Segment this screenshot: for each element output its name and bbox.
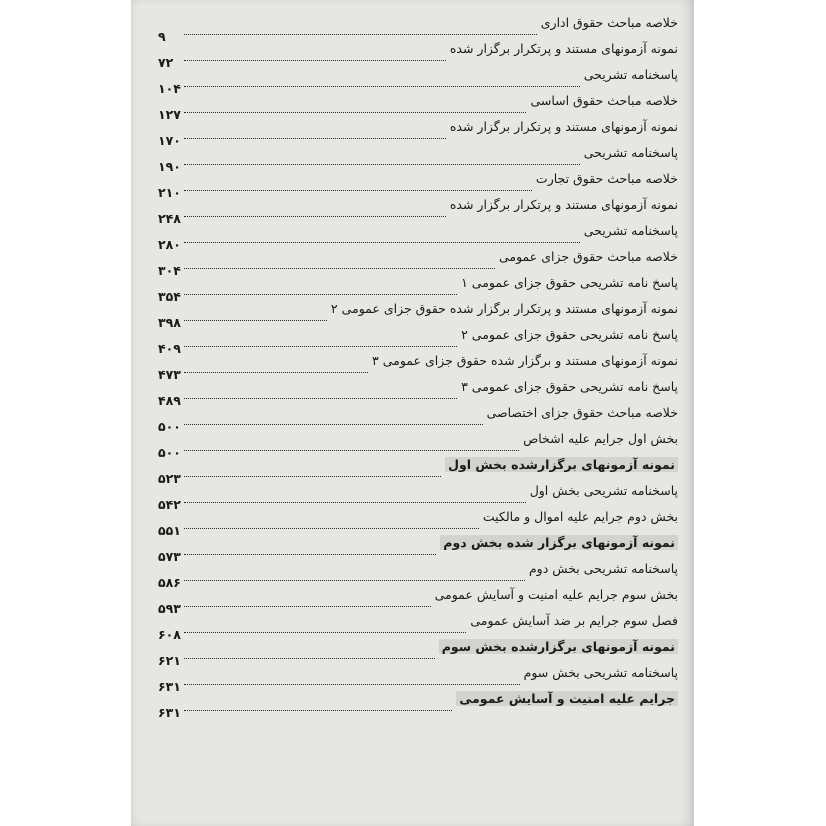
leader-dots [184, 112, 526, 113]
leader-dots [184, 164, 580, 165]
toc-entry-13 [158, 326, 678, 356]
toc-entry-title: بخش دوم جرایم علیه اموال و مالکیت [482, 509, 678, 524]
leader-dots [184, 528, 479, 529]
toc-entry-14 [158, 352, 678, 382]
leader-dots [184, 216, 446, 217]
toc-entry-page: ۴۸۹ [158, 393, 181, 408]
toc-entry-title: خلاصه مباحث حقوق اساسی [530, 93, 678, 108]
toc-entry-title: نمونه آزمونهای مستند و پرتکرار برگزار شده [449, 197, 678, 212]
leader-dots [184, 138, 446, 139]
toc-entry-title: جرایم علیه امنیت و آسایش عمومی [456, 691, 678, 706]
toc-entry-8 [158, 196, 678, 226]
toc-entry-page: ۲۱۰ [158, 185, 181, 200]
toc-entry-title: نمونه آزمونهای مستند و برگزار شده حقوق جزای عمومی ۳ [372, 353, 678, 368]
toc-entry-page: ۵۰۰ [158, 445, 181, 460]
toc-entry-page: ۶۳۱ [158, 679, 181, 694]
toc-entry-title: پاسخنامه تشریحی [583, 145, 678, 160]
leader-dots [184, 710, 452, 711]
table-of-contents [158, 14, 678, 720]
toc-entry-title: خلاصه مباحث حقوق اداری [540, 15, 678, 30]
toc-entry-page: ۵۸۶ [158, 575, 181, 590]
toc-entry-24 [158, 612, 678, 642]
toc-entry-page: ۴۷۳ [158, 367, 181, 382]
leader-dots [184, 632, 466, 633]
toc-entry-page: ۳۰۴ [158, 263, 181, 278]
toc-entry-page: ۵۵۱ [158, 523, 181, 538]
toc-entry-6 [158, 144, 678, 174]
toc-entry-page: ۳۹۸ [158, 315, 181, 330]
toc-entry-7 [158, 170, 678, 200]
toc-entry-title: نمونه آزمونهای مستند و پرتکرار برگزار شده [449, 119, 678, 134]
toc-entry-page: ۲۸۰ [158, 237, 181, 252]
toc-entry-page: ۱۹۰ [158, 159, 181, 174]
toc-entry-page: ۱۲۷ [158, 107, 181, 122]
toc-entry-title: پاسخنامه تشریحی [583, 67, 678, 82]
leader-dots [184, 424, 483, 425]
toc-entry-title: فصل سوم جرایم بر ضد آسایش عمومی [470, 613, 678, 628]
leader-dots [184, 476, 441, 477]
toc-entry-page: ۳۵۴ [158, 289, 181, 304]
leader-dots [184, 398, 457, 399]
toc-entry-page: ۷۲ [158, 55, 174, 70]
toc-entry-title: پاسخنامه تشریحی [583, 223, 678, 238]
toc-entry-15 [158, 378, 678, 408]
toc-entry-title: نمونه آزمونهای برگزارشده بخش اول [445, 457, 678, 472]
toc-entry-10 [158, 248, 678, 278]
toc-entry-23 [158, 586, 678, 616]
toc-entry-title: پاسخنامه تشریحی بخش اول [529, 483, 678, 498]
toc-entry-page: ۱۷۰ [158, 133, 181, 148]
toc-entry-3 [158, 66, 678, 96]
toc-entry-page: ۵۷۳ [158, 549, 181, 564]
toc-entry-18 [158, 456, 678, 486]
leader-dots [184, 606, 431, 607]
toc-entry-19 [158, 482, 678, 512]
toc-entry-page: ۲۴۸ [158, 211, 181, 226]
toc-entry-page: ۱۰۴ [158, 81, 181, 96]
toc-entry-11 [158, 274, 678, 304]
toc-entry-25 [158, 638, 678, 668]
toc-entry-title: بخش اول جرایم علیه اشخاص [523, 431, 678, 446]
leader-dots [184, 60, 446, 61]
toc-entry-title: بخش سوم جرایم علیه امنیت و آسایش عمومی [434, 587, 678, 602]
toc-entry-page: ۶۰۸ [158, 627, 181, 642]
toc-entry-title: خلاصه مباحث حقوق تجارت [535, 171, 678, 186]
leader-dots [184, 268, 495, 269]
toc-entry-5 [158, 118, 678, 148]
toc-entry-title: خلاصه مباحث حقوق جزای اختصاصی [486, 405, 678, 420]
toc-entry-page: ۴۰۹ [158, 341, 181, 356]
toc-entry-page: ۵۹۳ [158, 601, 181, 616]
leader-dots [184, 86, 580, 87]
toc-entry-page: ۹ [158, 29, 166, 44]
toc-entry-title: نمونه آزمونهای مستند و پرتکرار برگزار شده حقوق جزای عمومی ۲ [330, 301, 678, 316]
toc-entry-title: نمونه آزمونهای برگزار شده بخش دوم [440, 535, 678, 550]
leader-dots [184, 658, 435, 659]
toc-entry-title: پاسخ نامه تشریحی حقوق جزای عمومی ۱ [461, 275, 678, 290]
leader-dots [184, 242, 580, 243]
leader-dots [184, 346, 457, 347]
toc-entry-title: پاسخنامه تشریحی بخش دوم [528, 561, 678, 576]
toc-entry-1 [158, 14, 678, 44]
toc-entry-page: ۶۳۱ [158, 705, 181, 720]
toc-entry-20 [158, 508, 678, 538]
toc-entry-16 [158, 404, 678, 434]
toc-entry-17 [158, 430, 678, 460]
toc-entry-22 [158, 560, 678, 590]
toc-entry-title: پاسخ نامه تشریحی حقوق جزای عمومی ۳ [461, 379, 678, 394]
toc-entry-title: پاسخ نامه تشریحی حقوق جزای عمومی ۲ [461, 327, 678, 342]
leader-dots [184, 450, 519, 451]
toc-entry-2 [158, 40, 678, 70]
toc-entry-title: خلاصه مباحث حقوق جزای عمومی [498, 249, 678, 264]
toc-entry-page: ۵۰۰ [158, 419, 181, 434]
toc-entry-title: نمونه آزمونهای مستند و پرتکرار برگزار شده [449, 41, 678, 56]
toc-entry-page: ۶۲۱ [158, 653, 181, 668]
toc-entry-4 [158, 92, 678, 122]
leader-dots [184, 294, 457, 295]
toc-entry-12 [158, 300, 678, 330]
toc-entry-26 [158, 664, 678, 694]
leader-dots [184, 554, 436, 555]
toc-entry-page: ۵۲۳ [158, 471, 181, 486]
leader-dots [184, 502, 526, 503]
leader-dots [184, 580, 525, 581]
toc-entry-21 [158, 534, 678, 564]
toc-entry-page: ۵۴۲ [158, 497, 181, 512]
leader-dots [184, 34, 537, 35]
leader-dots [184, 372, 368, 373]
toc-entry-title: نمونه آزمونهای برگزارشده بخش سوم [439, 639, 678, 654]
toc-entry-title: پاسخنامه تشریحی بخش سوم [523, 665, 678, 680]
leader-dots [184, 190, 532, 191]
toc-entry-27 [158, 690, 678, 720]
leader-dots [184, 684, 520, 685]
leader-dots [184, 320, 327, 321]
toc-entry-9 [158, 222, 678, 252]
